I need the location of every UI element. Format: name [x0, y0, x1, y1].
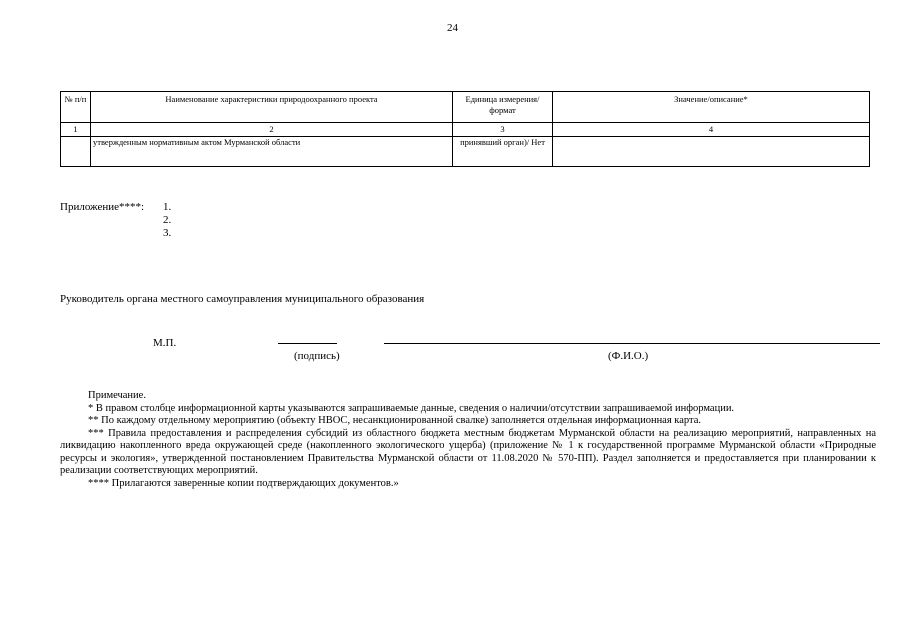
name-line	[384, 343, 880, 344]
col-number-2: 2	[91, 123, 453, 137]
page-number: 24	[447, 22, 458, 34]
head-of-authority-text: Руководитель органа местного самоуправления муниципального образования	[60, 293, 425, 305]
col-number-1: 1	[61, 123, 91, 137]
header-name: Наименование характеристики природоохранного проекта	[91, 92, 453, 123]
row-unit-cell: принявший орган)/ Нет	[453, 137, 553, 167]
col-number-4: 4	[553, 123, 870, 137]
attachment-block	[60, 201, 172, 239]
attachment-item: 2.	[163, 214, 172, 226]
attachment-list	[163, 201, 171, 240]
attachment-item: 1.	[163, 201, 172, 213]
notes-title: Примечание.	[88, 390, 146, 401]
signature-caption: (подпись)	[294, 350, 340, 362]
table-row	[61, 137, 870, 167]
row-number-cell	[61, 137, 91, 167]
signature-line	[278, 343, 337, 344]
header-number: № п/п	[61, 92, 91, 123]
note-item: **** Прилагаются заверенные копии подтверждающих документов.»	[88, 477, 399, 489]
info-card-table	[60, 91, 870, 167]
attachment-item: 3.	[163, 227, 172, 239]
notes-section	[60, 390, 876, 490]
header-unit: Единица измерения/формат	[453, 92, 553, 123]
stamp-place-label: М.П.	[153, 337, 177, 349]
row-name-cell: утвержденным нормативным актом Мурманской области	[91, 137, 453, 167]
col-number-3: 3	[453, 123, 553, 137]
header-value: Значение/описание*	[553, 92, 870, 123]
note-item: *** Правила предоставления и распределения субсидий из областного бюджета местным бюджетам Мурманской области на реализацию мероприятий, направленных на ликвидацию накопленного вреда окружающей среде (накопленного экологического ущерба) (приложение № 1 к государственной программе Мурманской области «Природные ресурсы и экология», утвержденной постановлением Правительства Мурманской области от 11.08.2020 № 570-ПП). Раздел заполняется и предоставляется при планировании к реализации соответствующих мероприятий.	[60, 427, 876, 476]
note-item: ** По каждому отдельному мероприятию (объекту НВОС, несанкционированной свалке) заполняется отдельная информационная карта.	[88, 415, 702, 426]
row-value-cell	[553, 137, 870, 167]
name-caption: (Ф.И.О.)	[608, 350, 649, 362]
table-header-row	[61, 92, 870, 123]
note-item: * В правом столбце информационной карты указываются запрашиваемые данные, сведения о наличии/отсутствии запрашиваемой информации.	[88, 402, 735, 414]
column-numbers-row	[61, 123, 870, 137]
attachment-label: Приложение****:	[60, 201, 145, 213]
